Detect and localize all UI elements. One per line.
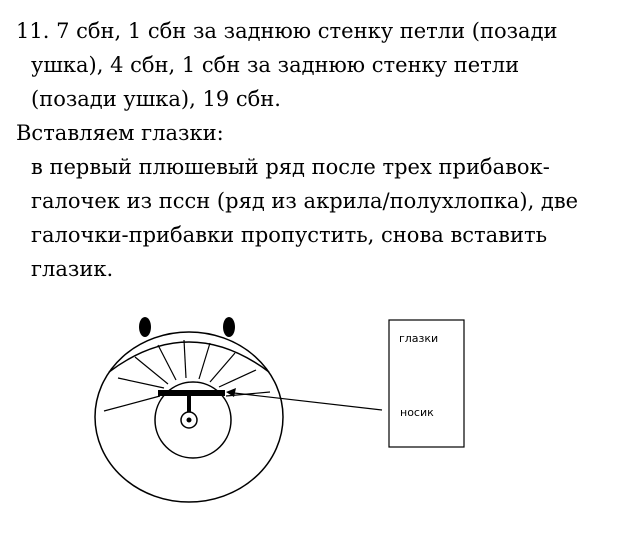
- body-line-1: в первый плюшевый ряд после трех прибавок-: [31, 155, 550, 179]
- body-line-4: глазик.: [31, 257, 114, 281]
- head-outline: [95, 332, 283, 502]
- pointer-line: [234, 393, 382, 410]
- body-line-3: галочки-прибавки пропустить, снова вставить: [31, 223, 548, 247]
- body-line-2: галочек из пссн (ряд из акрила/полухлопка), две: [31, 189, 579, 213]
- nose-stem: [187, 394, 191, 412]
- mouth-center-dot: [187, 418, 192, 423]
- right-eye-dot: [223, 317, 235, 337]
- amigurumi-face-diagram: [0, 300, 622, 548]
- step-line-2: ушка), 4 сбн, 1 сбн за заднюю стенку петли: [31, 53, 520, 77]
- legend-eyes-label: глазки: [399, 332, 439, 345]
- plush-row-outer-arc: [109, 342, 269, 372]
- step-line-1: 11. 7 сбн, 1 сбн за заднюю стенку петли (позади: [16, 19, 558, 43]
- step-line-3: (позади ушка), 19 сбн.: [31, 87, 281, 111]
- left-eye-dot: [139, 317, 151, 337]
- eyes-heading: Вставляем глазки:: [16, 121, 224, 145]
- nose-bar: [158, 390, 225, 396]
- legend-nose-label: носик: [400, 406, 434, 419]
- instructions-text: [16, 14, 616, 286]
